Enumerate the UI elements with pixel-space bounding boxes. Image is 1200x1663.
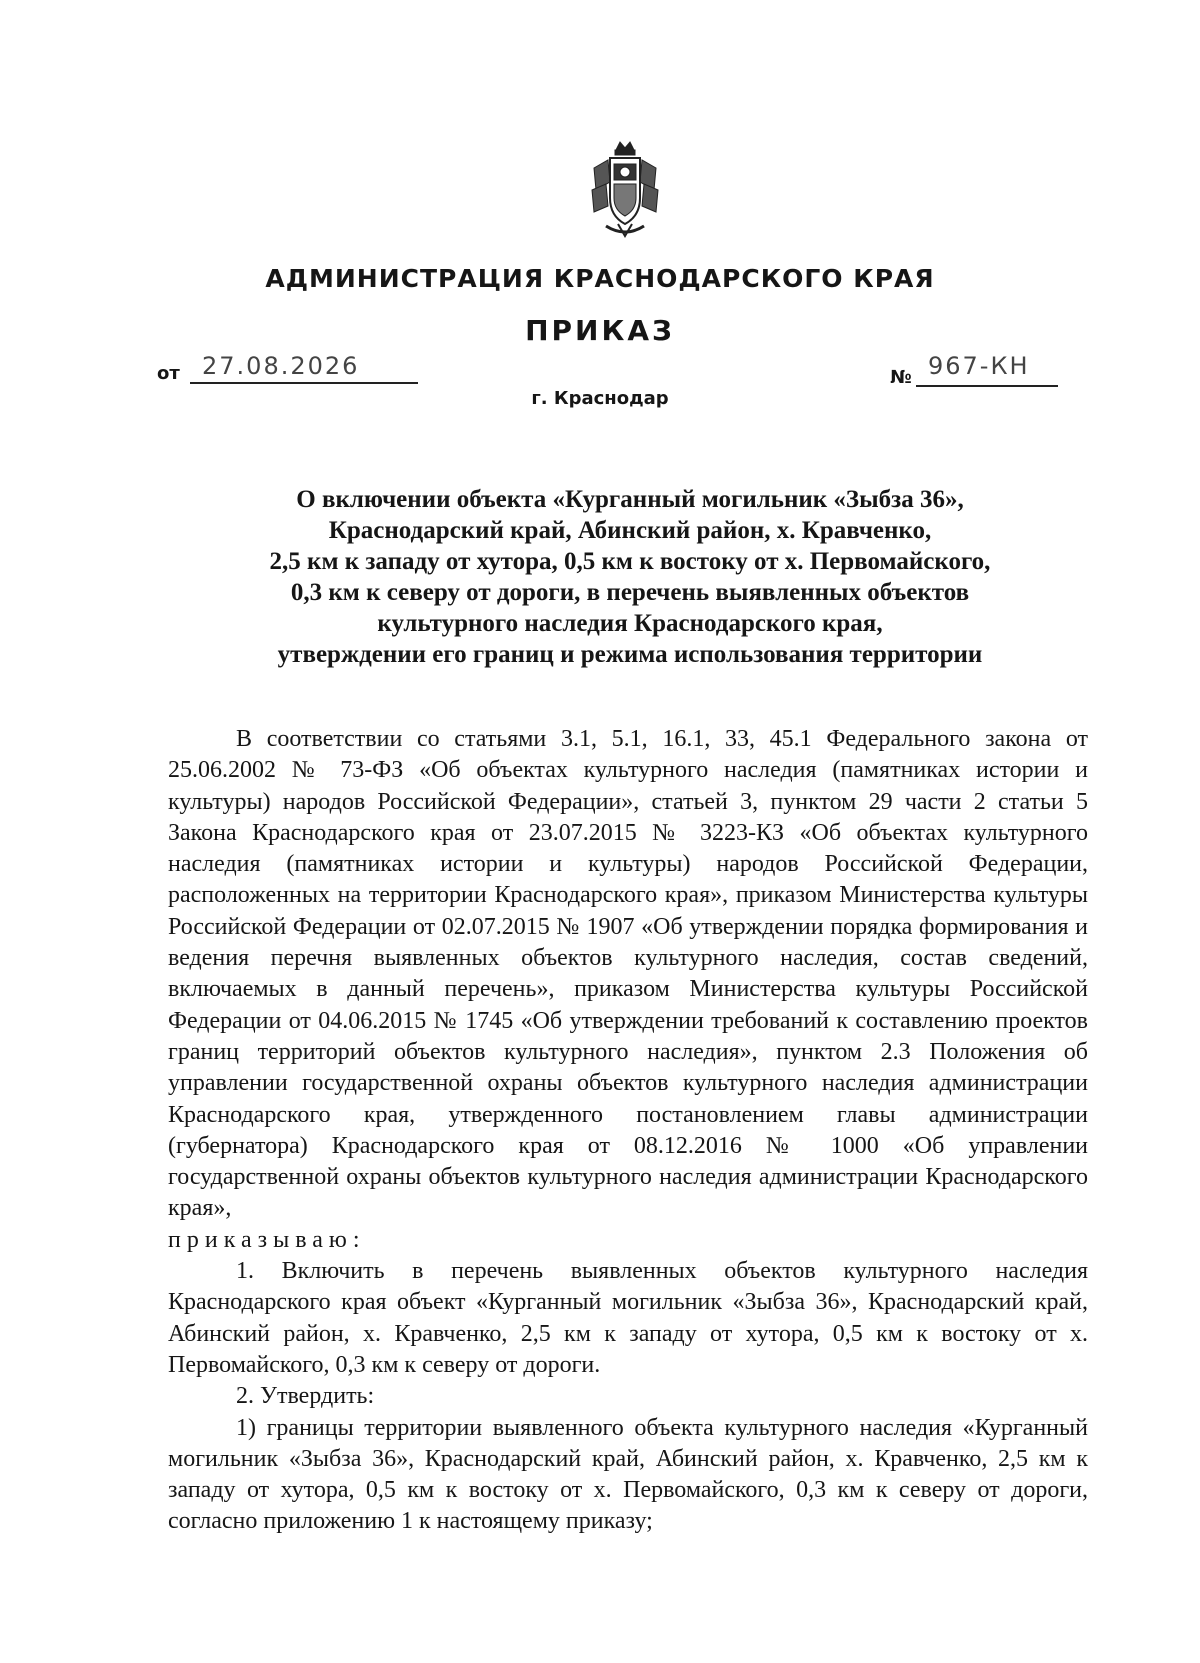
title-line: О включении объекта «Курганный могильник «Зыбза 36», [296,486,964,513]
coat-of-arms-icon [588,140,662,240]
preamble-paragraph: В соответствии со статьями 3.1, 5.1, 16.1, 33, 45.1 Федерального закона от 25.06.2002 № 73-ФЗ «Об объектах культурного наследия (памятниках истории и культуры) народов Российской Федерации», статьей 3, пунктом 29 части 2 статьи 5 Закона Краснодарского края от 23.07.2015 № 3223-КЗ «Об объектах культурного наследия (памятниках истории и культуры) народов Российской Федерации, расположенных на территории Краснодарского края», приказом Министерства культуры Российской Федерации от 02.07.2015 № 1907 «Об утверждении порядка формирования и ведения перечня выявленных объектов культурного наследия, состав сведений, включаемых в данный перечень», приказом Министерства культуры Российской Федерации от 04.06.2015 № 1745 «Об утверждении требований к составлению проектов границ территорий объектов культурного наследия», пунктом 2.3 Положения об управлении государственной охраны объектов культурного наследия администрации Краснодарского края, утвержденного постановлением главы администрации (губернатора) Краснодарского края от 08.12.2016 № 1000 «Об управлении государственной охраны объектов культурного наследия администрации Краснодарского края», [168,726,1088,1222]
organization-name: АДМИНИСТРАЦИЯ КРАСНОДАРСКОГО КРАЯ [265,264,935,293]
date-prefix: от [157,363,180,384]
number-prefix: № [890,367,912,388]
city-name: г. Краснодар [531,388,669,409]
title-line: утверждении его границ и режима использования территории [277,641,983,668]
date-handwritten: 27.08.2026 [202,352,360,380]
number-underline [916,385,1058,387]
document-body [168,724,1088,1538]
title-line: Краснодарский край, Абинский район, х. Кравченко, [328,517,932,544]
title-line: культурного наследия Краснодарского края, [377,610,883,637]
item-1-paragraph: 1. Включить в перечень выявленных объектов культурного наследия Краснодарского края объект «Курганный могильник «Зыбза 36», Краснодарский край, Абинский район, х. Кравченко, 2,5 км к западу от хутора, 0,5 км к востоку от х. Первомайского, 0,3 км к северу от дороги. [168,1258,1088,1378]
order-word: приказываю: [168,1226,366,1253]
number-handwritten: 967-КН [928,352,1030,380]
item-2-1-paragraph: 1) границы территории выявленного объекта культурного наследия «Курганный могильник «Зыбза 36», Краснодарский край, Абинский район, х. Кравченко, 2,5 км к западу от хутора, 0,5 км к востоку от х. Первомайского, 0,3 км к северу от дороги, согласно приложению 1 к настоящему приказу; [168,1414,1088,1535]
item-2-paragraph: 2. Утвердить: [236,1383,375,1410]
title-line: 0,3 км к северу от дороги, в перечень выявленных объектов [290,579,970,606]
document-title [200,484,1060,670]
title-line: 2,5 км к западу от хутора, 0,5 км к востоку от х. Первомайского, [269,548,991,575]
document-type: ПРИКАЗ [525,314,675,347]
date-underline [190,382,418,384]
